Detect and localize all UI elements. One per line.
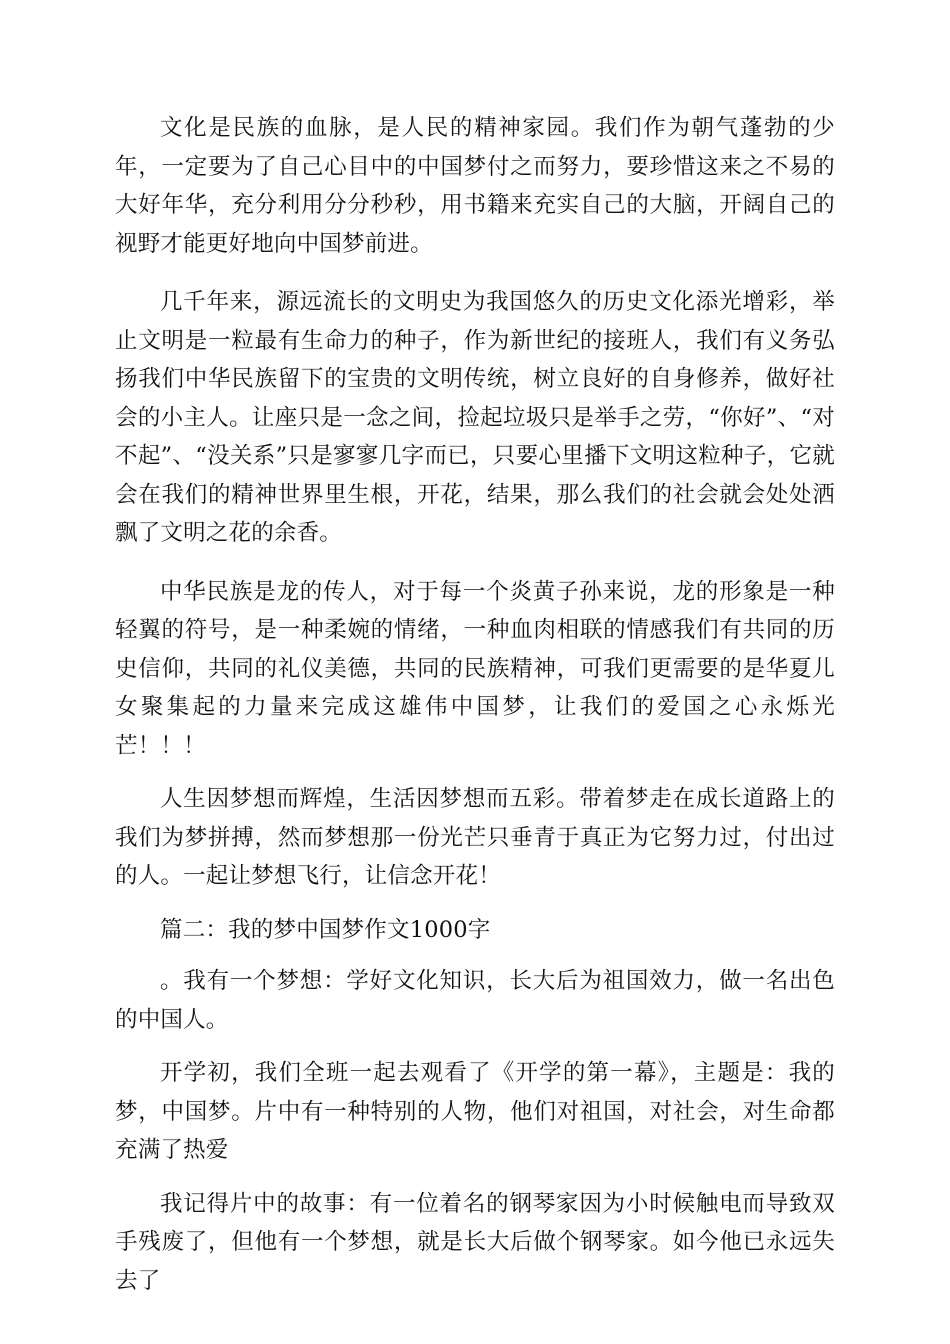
paragraph-my-dream: 。我有一个梦想：学好文化知识，长大后为祖国效力，做一名出色的中国人。 [115,968,835,1033]
section-heading: 篇二：我的梦中国梦作文1000字 [160,916,491,943]
paragraph-pianist-story: 我记得片中的故事：有一位着名的钢琴家因为小时候触电而导致双手残废了，但他有一个梦想，就是长大后做个钢琴家。如今他已永远失去了 [115,1190,835,1294]
paragraph-dream-life: 人生因梦想而辉煌，生活因梦想而五彩。带着梦走在成长道路上的我们为梦拼搏，然而梦想那一份光芒只垂青于真正为它努力过，付出过的人。一起让梦想飞行，让信念开花！ [115,786,835,889]
paragraph-school-start: 开学初，我们全班一起去观看了《开学的第一幕》，主题是：我的梦，中国梦。片中有一种特别的人物，他们对祖国，对社会，对生命都充满了热爱 [115,1060,835,1163]
paragraph-dragon: 中华民族是龙的传人，对于每一个炎黄子孙来说，龙的形象是一种轻翼的符号，是一种柔婉的情绪，一种血肉相联的情感我们有共同的历史信仰，共同的礼仪美德，共同的民族精神，可我们更需要的是华夏儿女聚集起的力量来完成这雄伟中国梦，让我们的爱国之心永烁光芒！！！ [115,578,835,759]
paragraph-culture: 文化是民族的血脉，是人民的精神家园。我们作为朝气蓬勃的少年，一定要为了自己心目中的中国梦付之而努力，要珍惜这来之不易的大好年华，充分利用分分秒秒，用书籍来充实自己的大脑，开阔自己的视野才能更好地向中国梦前进。 [115,115,835,257]
paragraph-civilization: 几千年来，源远流长的文明史为我国悠久的历史文化添光增彩，举止文明是一粒最有生命力的种子，作为新世纪的接班人，我们有义务弘扬我们中华民族留下的宝贵的文明传统，树立良好的自身修养，做好社会的小主人。让座只是一念之间，捡起垃圾只是举手之劳，“你好”、“对不起”、“没关系”只是寥寥几字而已，只要心里播下文明这粒种子，它就会在我们的精神世界里生根，开花，结果，那么我们的社会就会处处洒飘了文明之花的余香。 [115,289,835,546]
document-body [115,109,835,1300]
